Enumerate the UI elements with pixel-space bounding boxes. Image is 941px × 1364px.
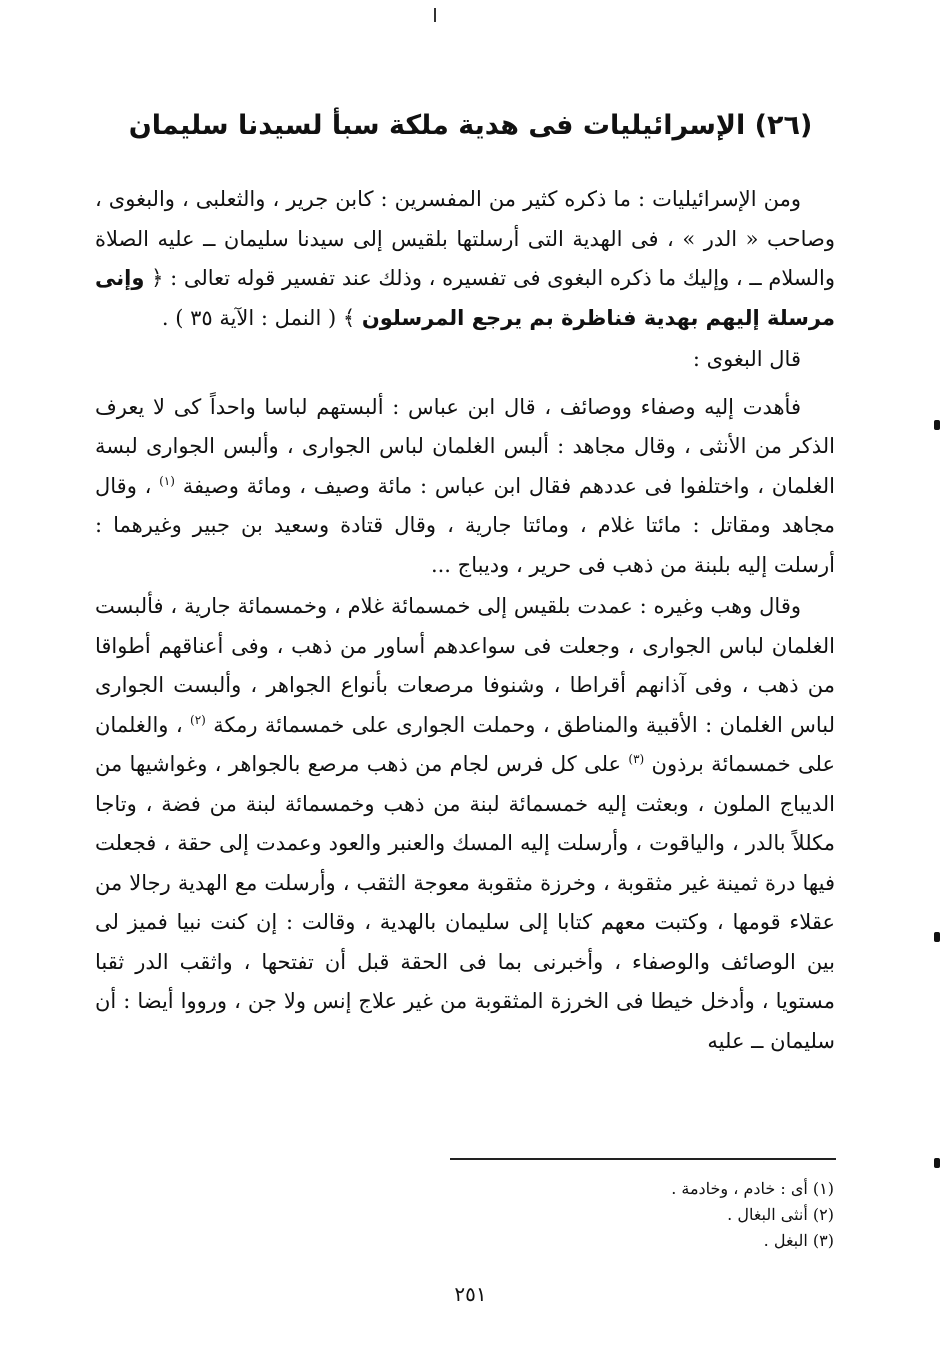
- paragraph-1-text-b: ، وقال مجاهد ومقاتل : مائتا غلام ، ومائتا جارية ، وقال قتادة وسعيد بن جبير وغيرهما : أرسلت إليه بلبنة من ذهب فى حرير ، وديباج ...: [95, 473, 835, 577]
- verse-open-bracket: ﴿: [151, 266, 164, 290]
- intro-paragraph: [95, 180, 835, 338]
- edge-scan-mark: [934, 1158, 940, 1168]
- section-heading: (٢٦) الإسرائيليات فى هدية ملكة سبأ لسيدنا سليمان: [128, 110, 813, 141]
- paragraph-2: [95, 587, 835, 1061]
- footnote-divider: [450, 1158, 836, 1160]
- paragraph-2-text-b: ، والغلمان على خمسمائة برذون: [95, 712, 835, 776]
- verse-close-bracket: ﴾: [342, 305, 356, 330]
- quran-verse: وإنى مرسلة إليهم بهدية فناظرة بم يرجع المرسلون: [95, 266, 835, 330]
- verse-citation: ( النمل : الآية ٣٥ ) .: [161, 305, 337, 330]
- edge-scan-mark: [934, 420, 940, 430]
- footnote-3: (٣) البغل .: [763, 1231, 834, 1250]
- page-number: ٢٥١: [454, 1282, 487, 1306]
- paragraph-2-text-c: على كل فرس لجام من ذهب مرصع بالجواهر ، وغواشيها من الديباج الملون ، وبعثت إليه خمسمائة لبنة من ذهب وخمسمائة لبنة من فضة ، وتاجا مكللاً بالدر ، والياقوت ، وأرسلت إليه المسك والعنبر والعود وعمدت إلى حقة ، فجعلت فيها درة ثمينة غير مثقوبة ، وخرزة مثقوبة معوجة الثقب ، وأرسلت مع الهدية رجالا من عقلاء قومها ، وكتبت معهم كتابا إلى سليمان بالهدية ، وقالت : إن كنت نبيا فميز لى بين الوصائف والوصفاء ، وأخبرنى بما فى الحقة قبل أن تفتحها ، واثقب الدر ثقبا مستويا ، وأدخل خيطا فى الخرزة المثقوبة من غير علاج إنس ولا جن ، ورووا أيضا : أن سليمان ــ عليه: [95, 752, 835, 1053]
- paragraph-2-text-a: وقال وهب وغيره : عمدت بلقيس إلى خمسمائة غلام ، وخمسمائة جارية ، فألبست الغلمان لباس الجوارى ، وجعلت فى سواعدهم أساور من ذهب ، وفى أعناقهم أطواقا من ذهب ، وفى آذانهم أقراطا ، وشنوفا مرصعات بأنواع الجواهر ، وألبست الجوارى لباس الغلمان : الأقبية والمناطق ، وحملت الجوارى على خمسمائة رمكة: [95, 594, 835, 737]
- body-text: [95, 180, 835, 1061]
- footnote-1: (١) أى : خادم ، وخادمة .: [671, 1179, 834, 1198]
- footnote-ref-2: (٢): [190, 712, 206, 727]
- footnote-2: (٢) أنثى البغال .: [727, 1205, 834, 1224]
- paragraph-1-text-a: فأهدت إليه وصفاء ووصائف ، قال ابن عباس : ألبستهم لباسا واحداً كى لا يعرف الذكر من الأنثى ، وقال مجاهد : ألبس الغلمان لباس الجوارى ، وألبس الجوارى لبسة الغلمان ، واختلفوا فى عددهم فقال ابن عباس : مائة وصيف ، ومائة وصيفة: [95, 394, 835, 498]
- edge-scan-mark: [934, 932, 940, 942]
- intro-text: ومن الإسرائيليات : ما ذكره كثير من المفسرين : كابن جرير ، والثعلبى ، والبغوى ، وصاحب « الدر » ، فى الهدية التى أرسلتها بلقيس إلى سيدنا سليمان ــ عليه الصلاة والسلام ــ ، وإليك ما ذكره البغوى فى تفسيره ، وذلك عند تفسير قوله تعالى :: [95, 187, 835, 290]
- baghawi-label: قال البغوى :: [692, 347, 801, 371]
- top-scan-mark: [434, 8, 436, 22]
- paragraph-1: [95, 388, 835, 586]
- footnotes: [420, 1176, 834, 1254]
- footnote-ref-3: (٣): [628, 752, 645, 766]
- footnote-ref-1: (١): [159, 473, 175, 488]
